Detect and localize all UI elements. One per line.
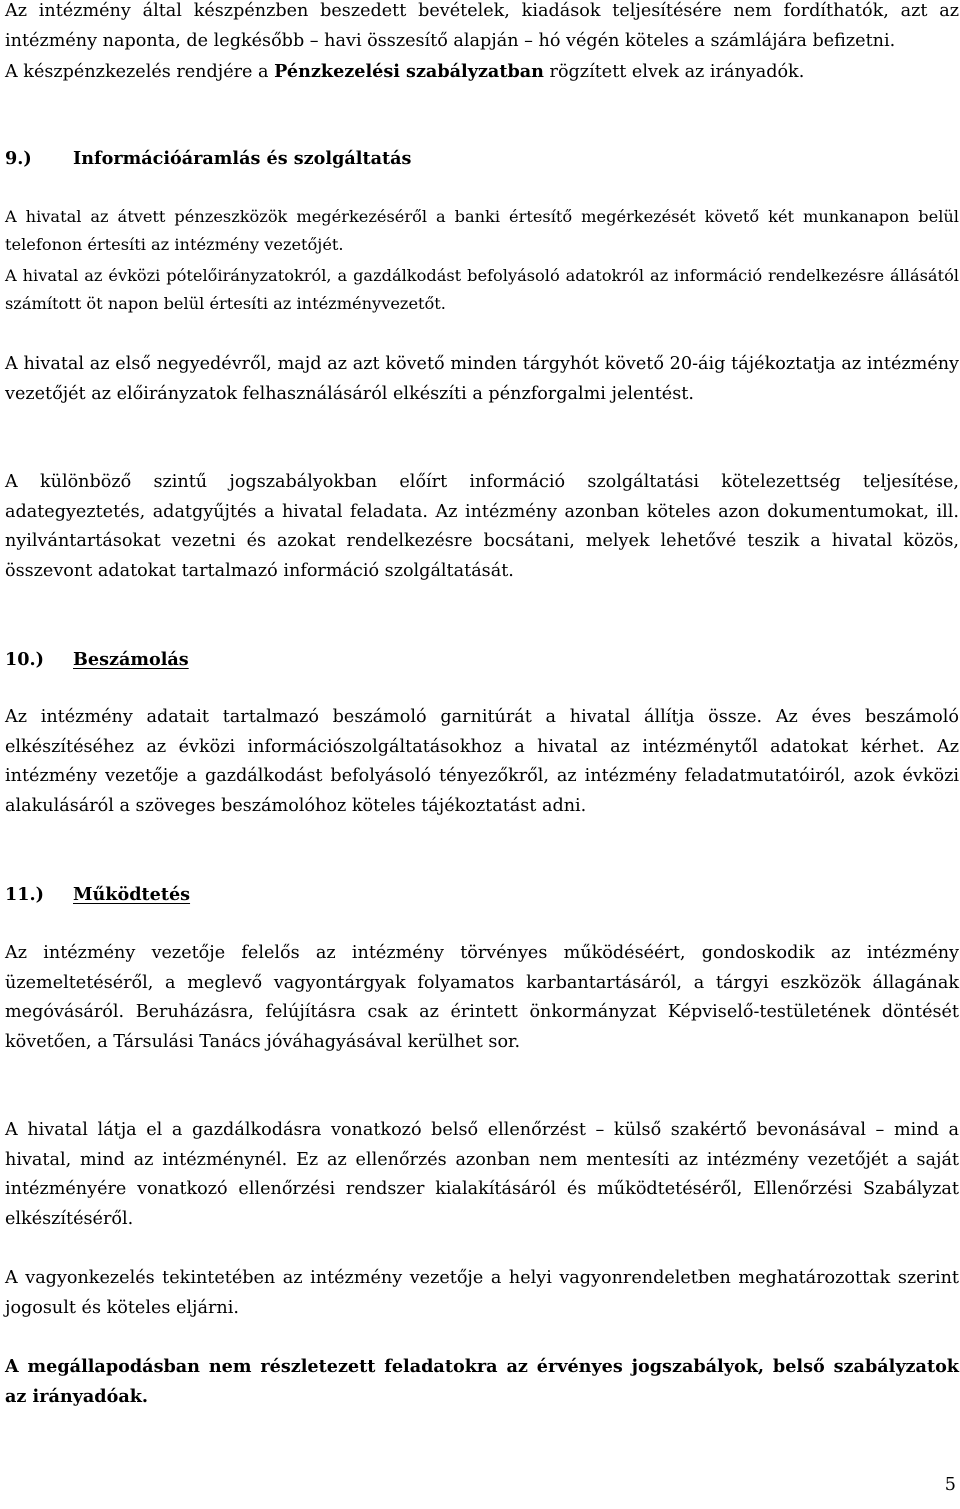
section-11-paragraph-3: A vagyonkezelés tekintetében az intézmény vezetője a helyi vagyonrendeletben meghatározottak szerint jogosult és köteles eljárni. (5, 1268, 959, 1318)
section-9-number: 9.) (5, 148, 32, 169)
section-9-paragraph-2: A hivatal az évközi pótelőirányzatokról, a gazdálkodást befolyásoló adatokról az információ rendelkezésre állásától számított öt napon belül értesíti az intézményvezetőt. (5, 266, 959, 313)
intro-text-before: A készpénzkezelés rendjére a (5, 62, 275, 82)
section-11-paragraph-2: A hivatal látja el a gazdálkodásra vonatkozó belső ellenőrzést – külső szakértő bevonásával – mind a hivatal, mind az intézménynél. Ez az ellenőrzés azonban nem mentesíti az intézmény vezetőjét a saját intézményére vonatkozó ellenőrzési rendszer kialakításáról és működtetéséről, Ellenőrzési Szabályzat elkészítéséről. (5, 1120, 959, 1229)
section-11-heading (5, 880, 959, 910)
section-11-number: 11.) (5, 884, 44, 905)
section-10-heading (5, 645, 959, 675)
section-9-paragraph-3: A hivatal az első negyedévről, majd az azt követő minden tárgyhót követő 20-áig tájékoztatja az intézmény vezetőjét az előirányzatok felhasználásáról elkészíti a pénzforgalmi jelentést. (5, 354, 959, 404)
section-10-paragraph-1: Az intézmény adatait tartalmazó beszámoló garnitúrát a hivatal állítja össze. Az éves beszámoló elkészítéséhez az évközi információszolgáltatásokhoz a hivatal az intézménytől adatokat kérhet. Az intézmény vezetője a gazdálkodást befolyásoló tényezőkről, az intézmény feladatmutatóiról, azok évközi alakulásáról a szöveges beszámolóhoz köteles tájékoztatást adni. (5, 707, 959, 816)
intro-text-after: rögzített elvek az irányadók. (543, 62, 805, 82)
section-9-title: Információáramlás és szolgáltatás (73, 148, 412, 169)
section-11-title: Működtetés (73, 884, 191, 905)
section-11-paragraph-4: A megállapodásban nem részletezett feladatokra az érvényes jogszabályok, belső szabályzatok az irányadóak. (5, 1356, 959, 1407)
section-10-number: 10.) (5, 649, 44, 670)
section-9-paragraph-1: A hivatal az átvett pénzeszközök megérkezéséről a banki értesítő megérkezését követő két munkanapon belül telefonon értesíti az intézmény vezetőjét. (5, 207, 959, 254)
intro-paragraph-cash-revenue: Az intézmény által készpénzben beszedett bevételek, kiadások teljesítésére nem fordíthatók, azt az intézmény naponta, de legkésőbb – havi összesítő alapján – hó végén köteles a számlájára befizetni. (5, 1, 959, 51)
section-9-paragraph-4: A különböző szintű jogszabályokban előírt információ szolgáltatási kötelezettség teljesítése, adategyeztetés, adatgyűjtés a hivatal feladata. Az intézmény azonban köteles azon dokumentumokat, ill. nyilvántartásokat vezetni és azokat rendelkezésre bocsátani, melyek lehetővé teszik a hivatal közös, összevont adatokat tartalmazó információ szolgáltatását. (5, 472, 959, 581)
section-10-title: Beszámolás (73, 649, 189, 670)
page-number: 5 (944, 1475, 956, 1495)
section-11-paragraph-1: Az intézmény vezetője felelős az intézmény törvényes működéséért, gondoskodik az intézmény üzemeltetéséről, a meglevő vagyontárgyak folyamatos karbantartásáról, a tárgyi eszközök állagának megóvásáról. Beruházásra, felújításra csak az érintett önkormányzat Képviselő-testületének döntését követően, a Társulási Tanács jóváhagyásával kerülhet sor. (5, 943, 959, 1052)
intro-paragraph-cash-handling (5, 57, 959, 88)
section-9-heading (5, 144, 959, 174)
intro-bold-regulation: Pénzkezelési szabályzatban (274, 61, 544, 82)
